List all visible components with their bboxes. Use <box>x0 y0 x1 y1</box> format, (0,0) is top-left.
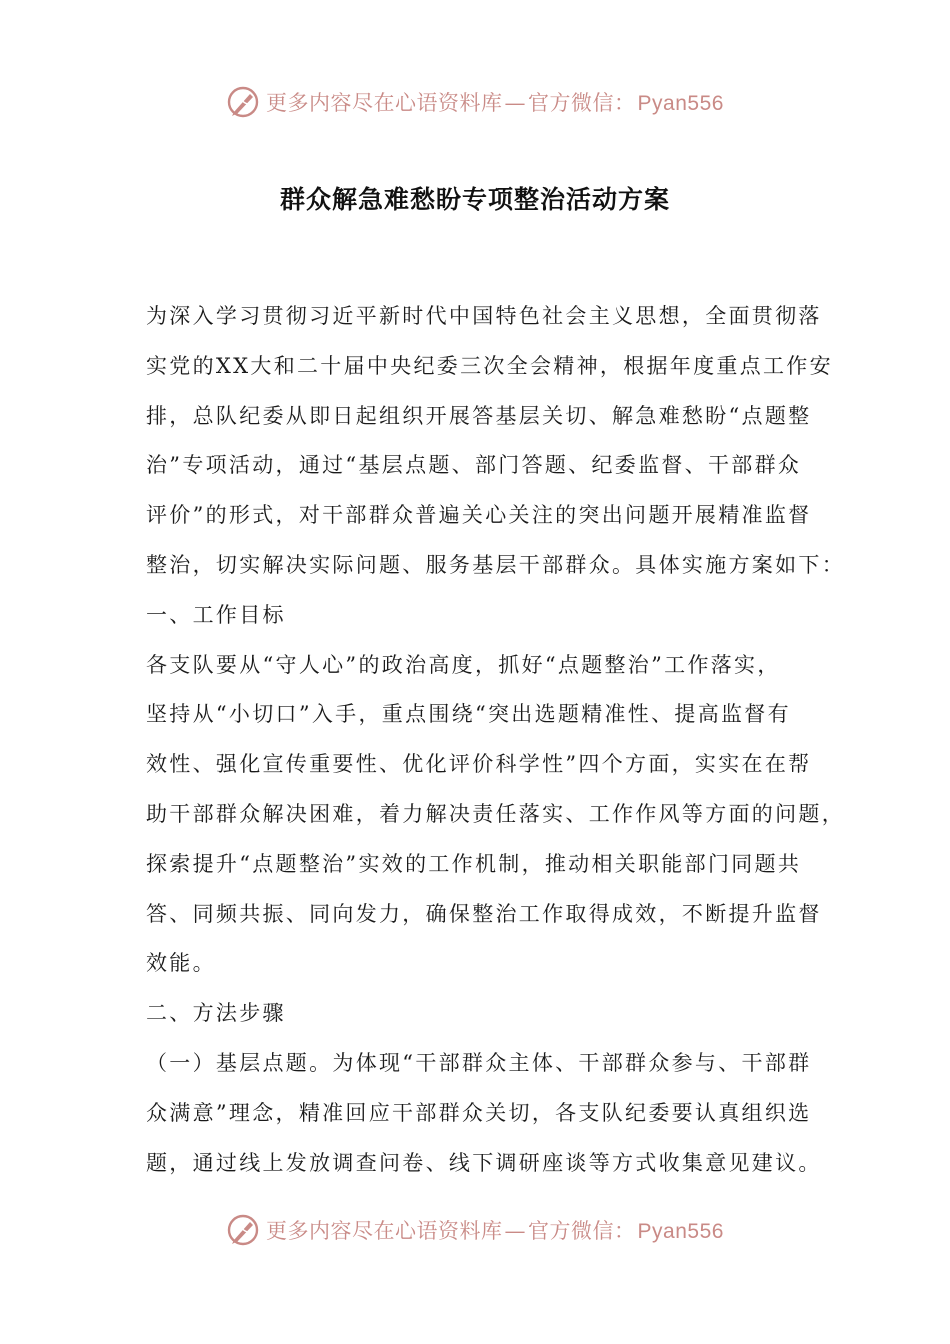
body-line: （一）基层点题。为体现“干部群众主体、干部群众参与、干部群 <box>146 1050 812 1075</box>
body-line: 效能。 <box>146 951 216 976</box>
quill-pen-icon <box>226 1213 260 1247</box>
body-line: 整治，切实解决实际问题、服务基层干部群众。具体实施方案如下： <box>146 552 845 577</box>
body-line: 助干部群众解决困难，着力解决责任落实、工作作风等方面的问题， <box>146 801 845 826</box>
watermark-brand: 更多内容尽在心语资料库 <box>266 1219 503 1243</box>
body-line: 治”专项活动，通过“基层点题、部门答题、纪委监督、干部群众 <box>146 453 802 478</box>
body-line: 答、同频共振、同向发力，确保整治工作取得成效，不断提升监督 <box>146 901 822 926</box>
document-body <box>146 292 845 1188</box>
body-line: 题，通过线上发放调查问卷、线下调研座谈等方式收集意见建议。 <box>146 1150 822 1175</box>
document-title: 群众解急难愁盼专项整治活动方案 <box>279 185 670 214</box>
body-line: 实党的XX大和二十届中央纪委三次全会精神，根据年度重点工作安 <box>146 353 833 378</box>
body-line: 众满意”理念，精准回应干部群众关切，各支队纪委要认真组织选 <box>146 1100 812 1125</box>
body-line: 探索提升“点题整治”实效的工作机制，推动相关职能部门同题共 <box>146 851 802 876</box>
watermark-label: 官方微信： <box>528 1219 636 1243</box>
quill-pen-icon <box>226 85 260 119</box>
body-line: 评价”的形式，对干部群众普遍关心关注的突出问题开展精准监督 <box>146 503 812 528</box>
watermark-footer <box>0 1210 950 1250</box>
section-heading: 一、工作目标 <box>146 602 286 627</box>
watermark-separator: — <box>504 91 527 115</box>
watermark-id: Pyan556 <box>637 1220 724 1243</box>
watermark-label: 官方微信： <box>528 91 636 115</box>
watermark-separator: — <box>504 1219 527 1243</box>
watermark-header <box>0 82 950 122</box>
body-line: 坚持从“小切口”入手，重点围绕“突出选题精准性、提高监督有 <box>146 702 791 727</box>
section-heading: 二、方法步骤 <box>146 1001 286 1026</box>
body-line: 排，总队纪委从即日起组织开展答基层关切、解急难愁盼“点题整 <box>146 403 812 428</box>
body-line: 各支队要从“守人心”的政治高度，抓好“点题整治”工作落实， <box>146 652 781 677</box>
watermark-brand: 更多内容尽在心语资料库 <box>266 91 503 115</box>
body-line: 为深入学习贯彻习近平新时代中国特色社会主义思想，全面贯彻落 <box>146 304 822 328</box>
watermark-id: Pyan556 <box>637 92 724 115</box>
body-line: 效性、强化宣传重要性、优化评价科学性”四个方面，实实在在帮 <box>146 752 812 777</box>
